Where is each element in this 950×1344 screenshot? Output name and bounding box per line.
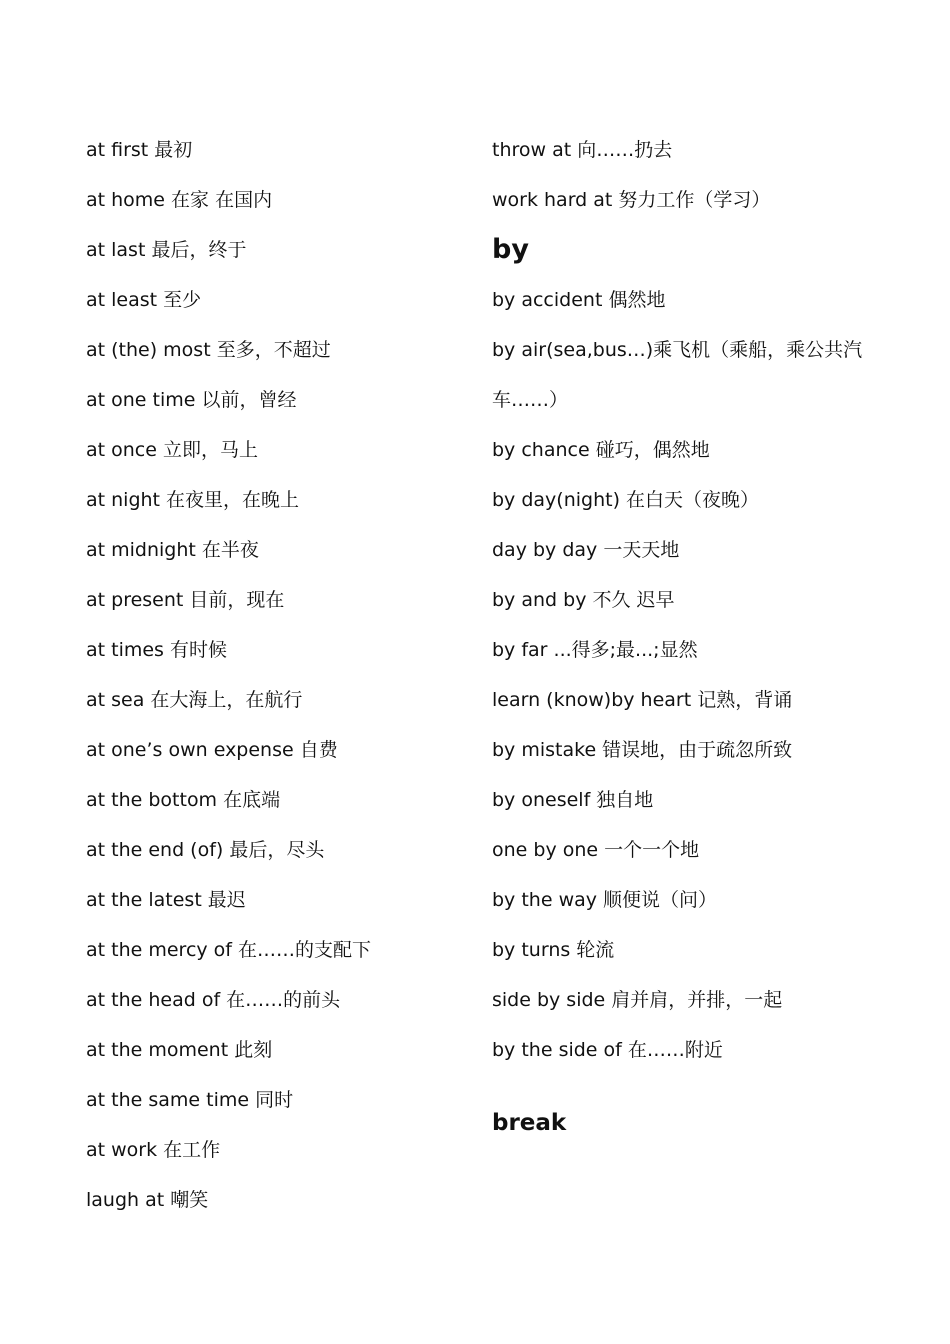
section-heading-break: break	[492, 1110, 567, 1136]
phrase-entry: work hard at 努力工作（学习）	[492, 189, 771, 211]
phrase-entry: at times 有时候	[86, 639, 227, 661]
phrase-entry: laugh at 嘲笑	[86, 1189, 209, 1211]
phrase-entry: one by one 一个一个地	[492, 839, 700, 861]
phrase-entry: at work 在工作	[86, 1139, 221, 1161]
right-column	[492, 130, 872, 1152]
phrase-entry: by chance 碰巧，偶然地	[492, 439, 710, 461]
phrase-entry: at first 最初	[86, 139, 193, 161]
section-heading-by: by	[492, 234, 529, 265]
phrase-entry: at least 至少	[86, 289, 202, 311]
phrase-entry: at night 在夜里，在晚上	[86, 489, 300, 511]
phrase-entry: day by day 一天天地	[492, 539, 680, 561]
phrase-entry: by and by 不久 迟早	[492, 589, 675, 611]
phrase-entry: at midnight 在半夜	[86, 539, 259, 561]
phrase-entry: at once 立即，马上	[86, 439, 258, 461]
phrase-entry: by mistake 错误地，由于疏忽所致	[492, 739, 793, 761]
phrase-entry-continuation: 车……）	[492, 389, 569, 411]
phrase-entry: by turns 轮流	[492, 939, 615, 961]
phrase-entry: at the moment 此刻	[86, 1039, 273, 1061]
phrase-entry: at present 目前，现在	[86, 589, 285, 611]
phrase-entry: at last 最后，终于	[86, 239, 247, 261]
phrase-entry: by the way 顺便说（问）	[492, 889, 718, 911]
phrase-entry: at one’s own expense 自费	[86, 739, 338, 761]
phrase-entry: by far ...得多;最...;显然	[492, 639, 698, 661]
phrase-entry: throw at 向……扔去	[492, 139, 673, 161]
phrase-entry: at (the) most 至多，不超过	[86, 339, 331, 361]
phrase-entry: by air(sea,bus…)乘飞机（乘船，乘公共汽	[492, 339, 863, 361]
phrase-entry: at the mercy of 在……的支配下	[86, 939, 372, 961]
phrase-entry: by the side of 在……附近	[492, 1039, 723, 1061]
phrase-entry: at one time 以前，曾经	[86, 389, 297, 411]
phrase-entry: at home 在家 在国内	[86, 189, 273, 211]
phrase-entry: learn (know)by heart 记熟，背诵	[492, 689, 793, 711]
phrase-entry: at the latest 最迟	[86, 889, 246, 911]
phrase-entry: by accident 偶然地	[492, 289, 666, 311]
phrase-entry: at sea 在大海上，在航行	[86, 689, 303, 711]
phrase-entry: at the bottom 在底端	[86, 789, 281, 811]
phrase-entry: by day(night) 在白天（夜晚）	[492, 489, 760, 511]
phrase-entry: at the head of 在……的前头	[86, 989, 341, 1011]
phrase-entry: by oneself 独自地	[492, 789, 654, 811]
phrase-entry: side by side 肩并肩，并排，一起	[492, 989, 783, 1011]
left-column	[86, 130, 466, 1230]
phrase-entry: at the end (of) 最后，尽头	[86, 839, 325, 861]
phrase-entry: at the same time 同时	[86, 1089, 294, 1111]
